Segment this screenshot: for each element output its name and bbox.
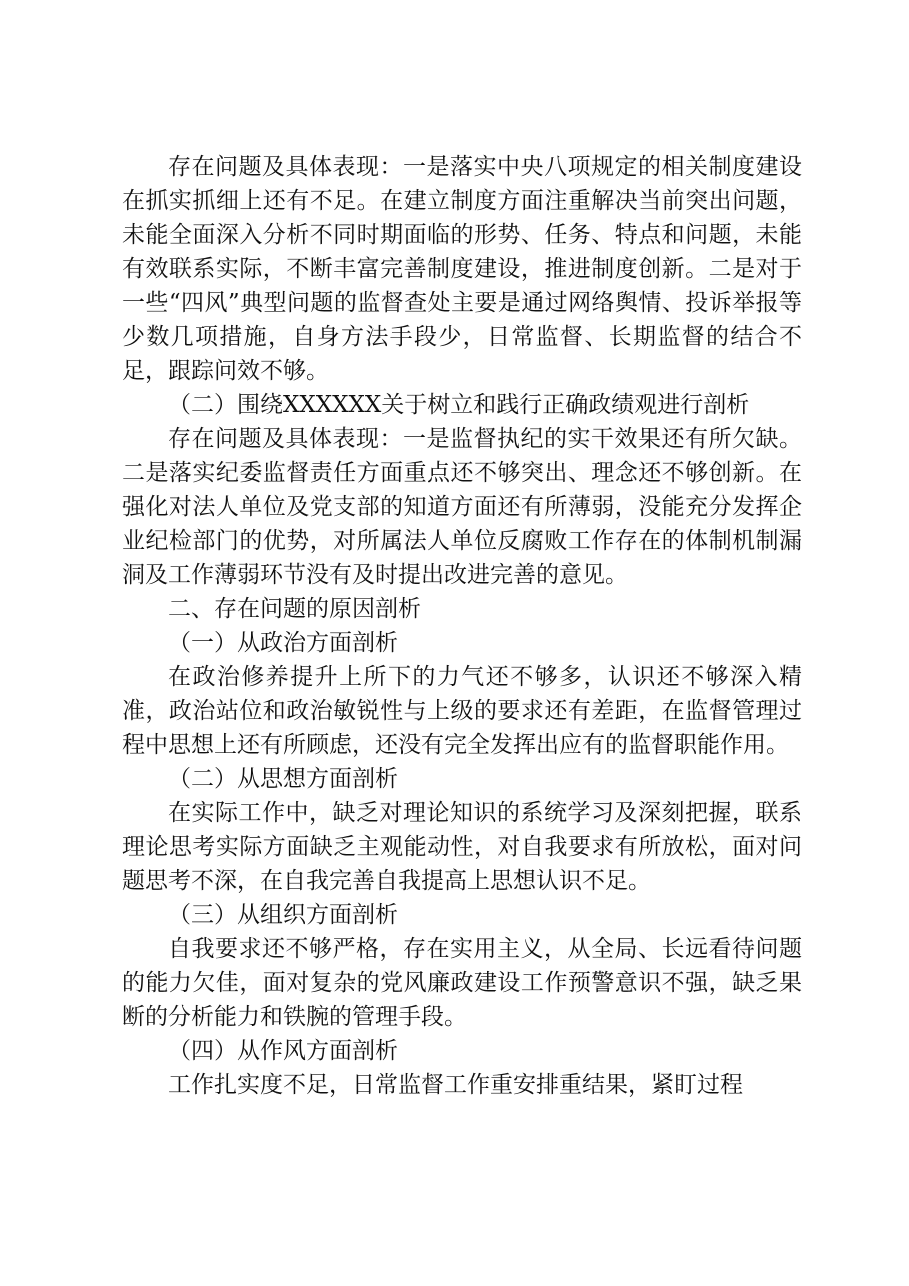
body-paragraph: 工作扎实度不足，日常监督工作重安排重结果，紧盯过程 [168, 1072, 743, 1098]
body-paragraph: 在实际工作中，缺乏对理论知识的系统学习及深刻把握，联系理论思考实际方面缺乏主观能动性，对自我要求有所放松，面对问题思考不深，在自我完善自我提高上思想认识不足。 [122, 800, 802, 894]
body-paragraph: 在政治修养提升上所下的力气还不够多，认识还不够深入精准，政治站位和政治敏锐性与上级的要求还有差距，在监督管理过程中思想上还有所顾虑，还没有完全发挥出应有的监督职能作用。 [122, 664, 802, 758]
section-subheading: （二）围绕XXXXXX关于树立和践行正确政绩观进行剖析 [168, 392, 750, 418]
section-subheading: （四）从作风方面剖析 [168, 1038, 398, 1064]
section-subheading: （二）从思想方面剖析 [168, 766, 398, 792]
section-heading: 二、存在问题的原因剖析 [168, 596, 421, 622]
body-paragraph: 存在问题及具体表现：一是监督执纪的实干效果还有所欠缺。二是落实纪委监督责任方面重点还不够突出、理念还不够创新。在强化对法人单位及党支部的知道方面还有所薄弱，没能充分发挥企业纪检部门的优势，对所属法人单位反腐败工作存在的体制机制漏洞及工作薄弱环节没有及时提出改进完善的意见。 [122, 426, 802, 588]
document-body [122, 150, 802, 1102]
body-paragraph: 自我要求还不够严格，存在实用主义，从全局、长远看待问题的能力欠佳，面对复杂的党风廉政建设工作预警意识不强，缺乏果断的分析能力和铁腕的管理手段。 [122, 936, 802, 1030]
body-paragraph: 存在问题及具体表现：一是落实中央八项规定的相关制度建设在抓实抓细上还有不足。在建立制度方面注重解决当前突出问题，未能全面深入分析不同时期面临的形势、任务、特点和问题，未能有效联系实际，不断丰富完善制度建设，推进制度创新。二是对于一些“四风”典型问题的监督查处主要是通过网络舆情、投诉举报等少数几项措施，自身方法手段少，日常监督、长期监督的结合不足，跟踪问效不够。 [122, 154, 802, 384]
section-subheading: （一）从政治方面剖析 [168, 630, 398, 656]
section-subheading: （三）从组织方面剖析 [168, 902, 398, 928]
